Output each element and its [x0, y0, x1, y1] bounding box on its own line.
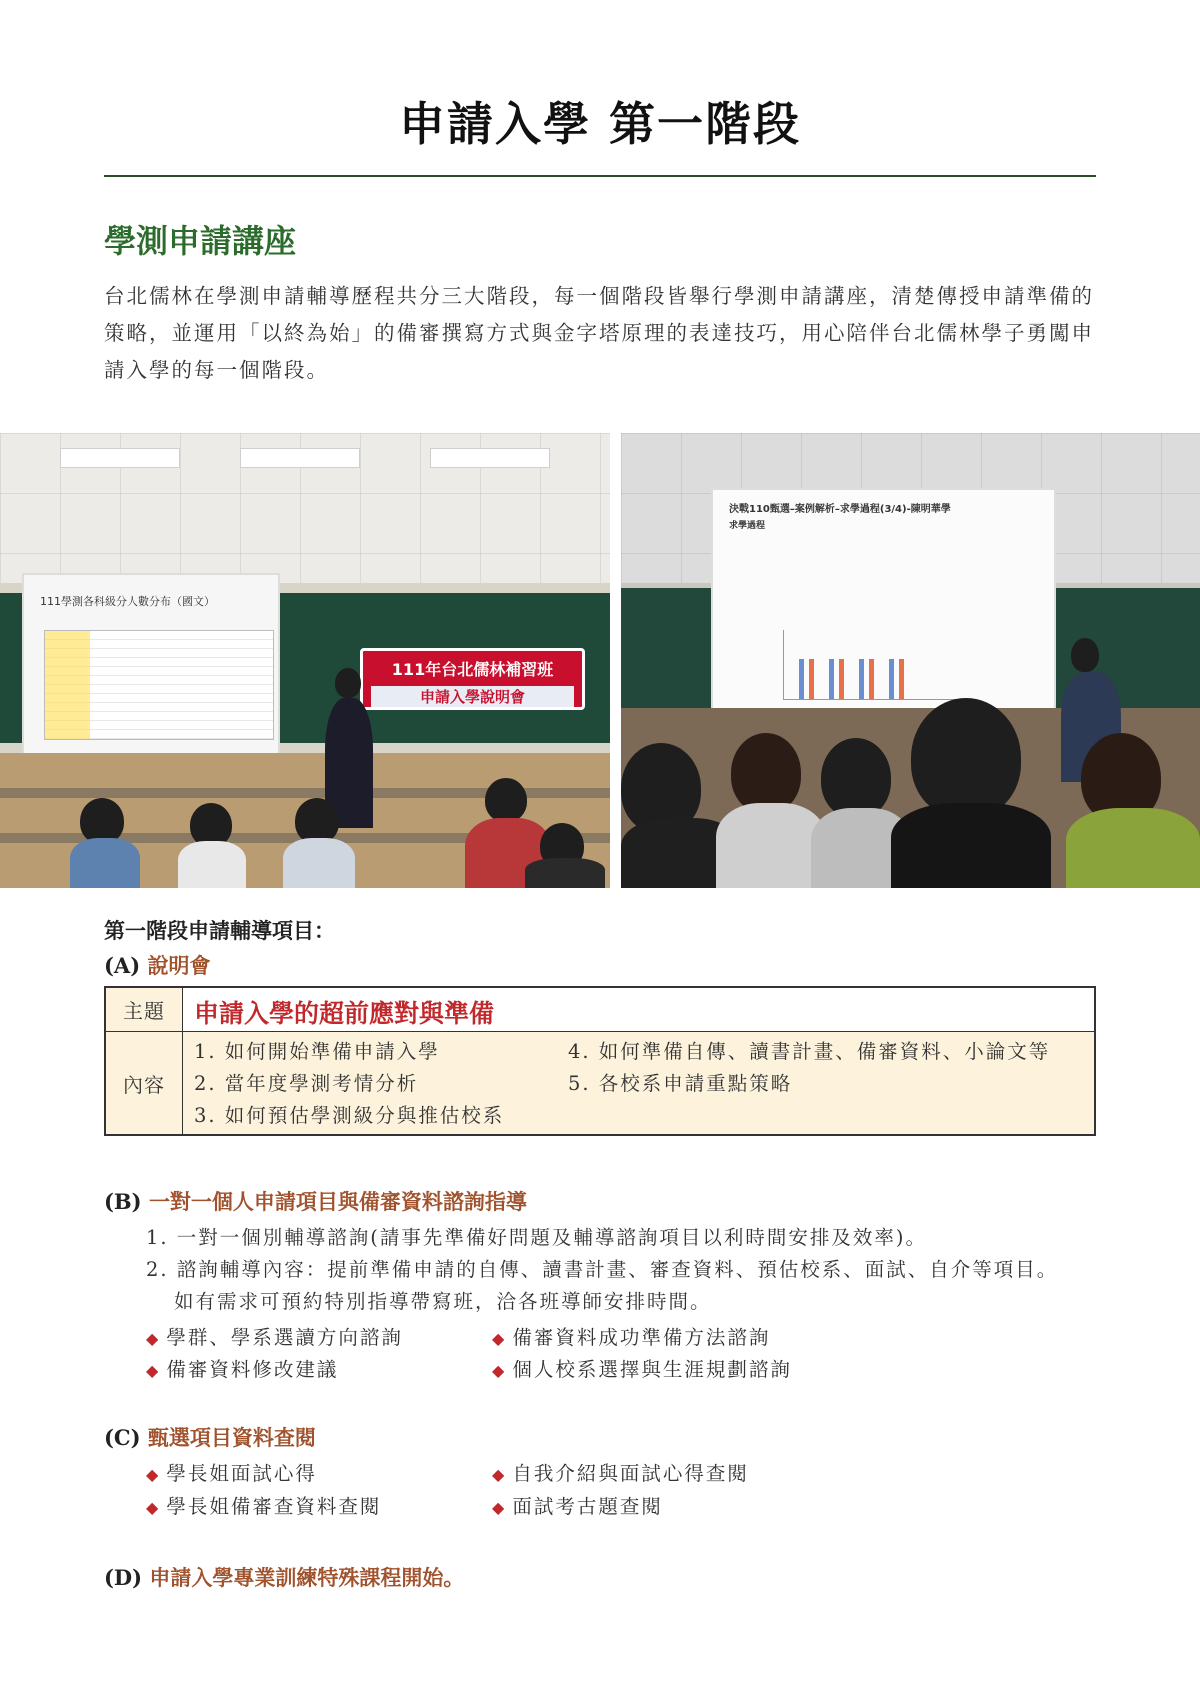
audience-body: [891, 803, 1051, 888]
audience-head: [821, 738, 891, 818]
diamond-icon: ◆: [146, 1361, 161, 1380]
title-divider: [104, 175, 1096, 177]
item-b-line: 1. 一對一個別輔導諮詢(請事先準備好問題及輔導諮詢項目以利時間安排及效率)。: [146, 1226, 928, 1249]
ceiling-light: [60, 448, 180, 468]
page-title: 申請入學 第一階段: [398, 97, 801, 151]
audience-body: [525, 858, 605, 888]
item-a-heading: [104, 950, 210, 980]
audience-head: [485, 778, 527, 822]
item-a-label: (A): [104, 953, 141, 978]
item-d-label: (D): [104, 1565, 143, 1590]
banner-line-2: 申請入學說明會: [371, 686, 574, 707]
audience-body: [178, 841, 246, 888]
item-b-bullet: ◆ 備審資料成功準備方法諮詢: [492, 1326, 771, 1349]
slide-subtitle: 求學過程: [729, 521, 766, 531]
item-b-bullet: ◆ 備審資料修改建議: [146, 1358, 339, 1381]
item-d-title: 申請入學專業訓練特殊課程開始。: [149, 1565, 465, 1590]
item-b-bullet: ◆ 學群、學系選讀方向諮詢: [146, 1326, 403, 1349]
audience-body: [716, 803, 826, 888]
audience-head: [911, 698, 1021, 818]
diamond-icon: ◆: [146, 1329, 161, 1348]
lecture-photo-right: [621, 433, 1200, 888]
briefing-table: [104, 986, 1096, 1136]
theme-label: 主題: [106, 988, 183, 1031]
intro-paragraph: 台北儒林在學測申請輔導歷程共分三大階段，每一個階段皆舉行學測申請講座，清楚傳授申請準備的策略，並運用「以終為始」的備審撰寫方式與金字塔原理的表達技巧，用心陪伴台北儒林學子勇闖申請入學的每一個階段。: [104, 284, 1094, 382]
diamond-icon: ◆: [146, 1498, 161, 1517]
audience-body: [70, 838, 140, 888]
item-d-heading: [104, 1562, 464, 1592]
slide-table: [44, 630, 274, 740]
projection-screen: [22, 573, 280, 763]
diamond-icon: ◆: [492, 1498, 507, 1517]
slide-title: [729, 504, 1039, 532]
item-c-bullet: ◆ 學長姐備審查資料查閱: [146, 1495, 382, 1518]
item-b-heading: [104, 1186, 527, 1216]
section-heading: 學測申請講座: [104, 222, 297, 260]
item-b-title: 一對一個人申請項目與備審資料諮詢指導: [148, 1189, 527, 1214]
item-c-label: (C): [104, 1425, 141, 1450]
content-item: 1. 如何開始準備申請入學: [194, 1040, 440, 1063]
audience-head: [731, 733, 801, 813]
item-b-line: 如有需求可預約特別指導帶寫班，洽各班導師安排時間。: [174, 1290, 712, 1313]
item-c-bullet: ◆ 學長姐面試心得: [146, 1462, 317, 1485]
diamond-icon: ◆: [492, 1465, 507, 1484]
ceiling-light: [240, 448, 360, 468]
content-item: 3. 如何預估學測級分與推估校系: [194, 1104, 505, 1127]
item-b-bullet: ◆ 個人校系選擇與生涯規劃諮詢: [492, 1358, 792, 1381]
stage1-heading: 第一階段申請輔導項目：: [104, 918, 335, 943]
projection-screen: [711, 488, 1056, 738]
item-c-heading: [104, 1422, 316, 1452]
item-c-title: 甄選項目資料查閱: [147, 1425, 316, 1450]
item-c-bullet: ◆ 自我介紹與面試心得查閱: [492, 1462, 749, 1485]
item-c-bullet: ◆ 面試考古題查閱: [492, 1495, 663, 1518]
item-b-label: (B): [104, 1189, 142, 1214]
slide-title-text: 決戰110甄選–案例解析–求學過程(3/4)-陳明華學: [729, 504, 951, 515]
slide-title: 111學測各科級分人數分布（國文）: [40, 595, 215, 608]
item-b-line: 2. 諮詢輔導內容：提前準備申請的自傳、讀書計畫、審查資料、預估校系、面試、自介等項目。: [146, 1258, 1059, 1281]
ceiling-light: [430, 448, 550, 468]
content-row: [106, 1032, 1094, 1134]
banner-line-1: 111年台北儒林補習班: [391, 660, 554, 679]
audience-body: [283, 838, 355, 888]
content-list-right: [568, 1036, 1050, 1100]
audience-body: [1066, 808, 1200, 888]
lecture-photo-left: [0, 433, 610, 888]
slide-bar-chart: [783, 630, 963, 700]
theme-text: 申請入學的超前應對與準備: [194, 999, 495, 1028]
diamond-icon: ◆: [146, 1465, 161, 1484]
content-item: 4. 如何準備自傳、讀書計畫、備審資料、小論文等: [568, 1040, 1051, 1063]
diamond-icon: ◆: [492, 1329, 507, 1348]
event-banner: [360, 648, 585, 710]
item-b-lines: [146, 1222, 1058, 1318]
content-list-left: [194, 1036, 504, 1132]
diamond-icon: ◆: [492, 1361, 507, 1380]
item-a-title: 說明會: [147, 953, 211, 978]
content-label: 內容: [106, 1032, 183, 1134]
content-item: 2. 當年度學測考情分析: [194, 1072, 419, 1095]
content-item: 5. 各校系申請重點策略: [568, 1072, 793, 1095]
theme-row: [106, 988, 1094, 1032]
